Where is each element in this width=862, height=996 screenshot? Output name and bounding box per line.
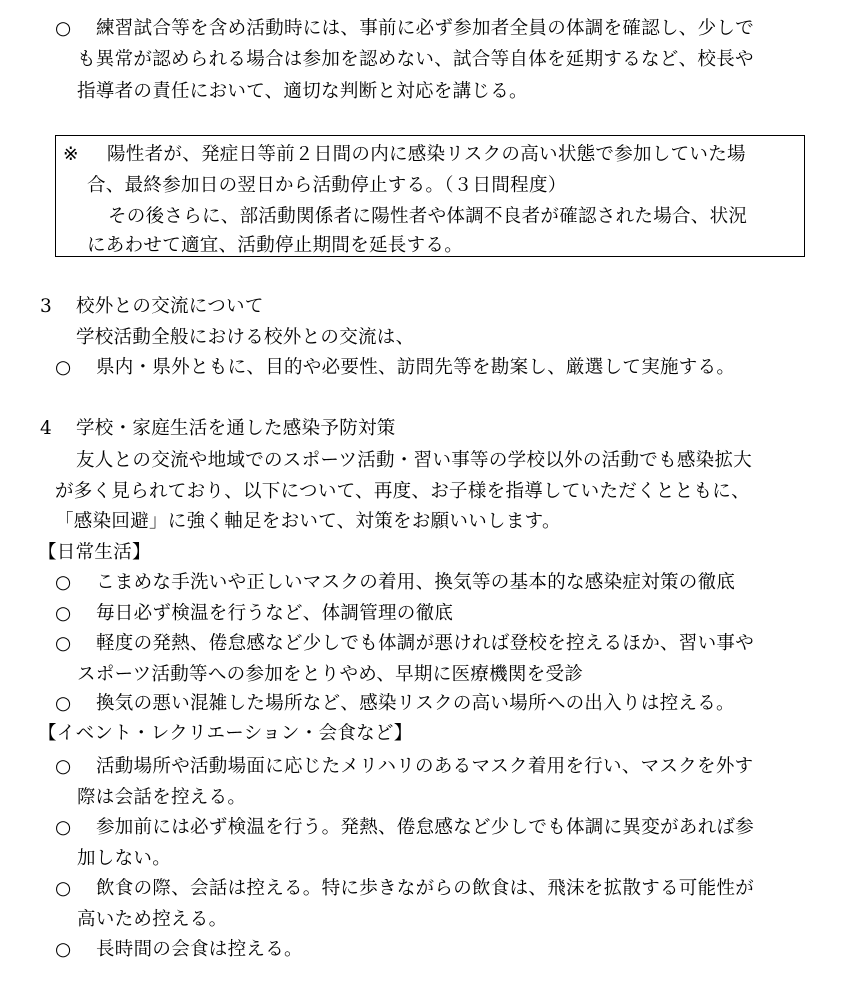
bullet-mark: ○: [55, 693, 72, 714]
section3-number: 3: [40, 296, 53, 317]
section3-heading: 校外との交流について: [76, 296, 264, 317]
notice-mark: ※: [63, 144, 79, 165]
notice-line-4: にあわせて適宜、活動停止期間を延長する。: [87, 235, 464, 256]
daily-item-3-line-2: スポーツ活動等への参加をとりやめ、早期に医療機関を受診: [77, 664, 584, 685]
events-item-1-line-2: 際は会話を控える。: [77, 787, 247, 808]
notice-line-2: 合、最終参加日の翌日から活動停止する。（３日間程度）: [87, 175, 567, 196]
bullet-mark: ○: [55, 817, 72, 838]
notice-line-1: 陽性者が、発症日等前２日間の内に感染リスクの高い状態で参加していた場: [107, 144, 746, 165]
section3-lead: 学校活動全般における校外との交流は、: [76, 327, 415, 348]
events-item-3-line-1: 飲食の際、会話は控える。特に歩きながらの飲食は、飛沫を拡散する可能性が: [96, 878, 755, 899]
bullet-mark: ○: [55, 939, 72, 960]
section4-paragraph-line-1: 友人との交流や地域でのスポーツ活動・習い事等の学校以外の活動でも感染拡大: [76, 450, 753, 471]
bullet-mark: ○: [55, 878, 72, 899]
notice-line-3: その後さらに、部活動関係者に陽性者や体調不良者が確認された場合、状況: [108, 206, 748, 227]
bullet-mark: ○: [55, 572, 72, 593]
daily-item-3-line-1: 軽度の発熱、倦怠感など少しでも体調が悪ければ登校を控えるほか、習い事や: [96, 633, 755, 654]
section4-number: 4: [40, 418, 53, 439]
bullet-mark: ○: [55, 756, 72, 777]
bullet-mark: ○: [55, 633, 72, 654]
bullet-mark: ○: [55, 357, 72, 378]
events-item-3-line-2: 高いため控える。: [77, 909, 228, 930]
section4-paragraph-line-3: 「感染回避」に強く軸足をおいて、対策をお願いいします。: [55, 511, 561, 532]
daily-item-2: 毎日必ず検温を行うなど、体調管理の徹底: [96, 603, 454, 624]
section3-item: 県内・県外ともに、目的や必要性、訪問先等を勘案し、厳選して実施する。: [96, 357, 736, 378]
intro-line-3: 指導者の責任において、適切な判断と対応を講じる。: [77, 81, 528, 102]
events-heading: 【イベント・レクリエーション・会食など】: [38, 723, 413, 744]
section4-paragraph-line-2: が多く見られており、以下について、再度、お子様を指導していただくとともに、: [55, 481, 750, 502]
section4-heading: 学校・家庭生活を通した感染予防対策: [76, 418, 396, 439]
bullet-mark: ○: [55, 18, 72, 39]
events-item-1-line-1: 活動場所や活動場面に応じたメリハリのあるマスク着用を行い、マスクを外す: [96, 756, 754, 777]
events-item-2-line-1: 参加前には必ず検温を行う。発熱、倦怠感など少しでも体調に異変があれば参: [96, 817, 755, 838]
daily-item-4: 換気の悪い混雑した場所など、感染リスクの高い場所への出入りは控える。: [96, 693, 735, 714]
intro-line-1: 練習試合等を含め活動時には、事前に必ず参加者全員の体調を確認し、少しで: [96, 18, 755, 39]
intro-line-2: も異常が認められる場合は参加を認めない、試合等自体を延期するなど、校長や: [77, 49, 754, 70]
events-item-2-line-2: 加しない。: [77, 848, 172, 869]
daily-heading: 【日常生活】: [38, 542, 151, 563]
bullet-mark: ○: [55, 603, 72, 624]
daily-item-1: こまめな手洗いや正しいマスクの着用、換気等の基本的な感染症対策の徹底: [96, 572, 736, 593]
events-item-4: 長時間の会食は控える。: [96, 939, 303, 960]
